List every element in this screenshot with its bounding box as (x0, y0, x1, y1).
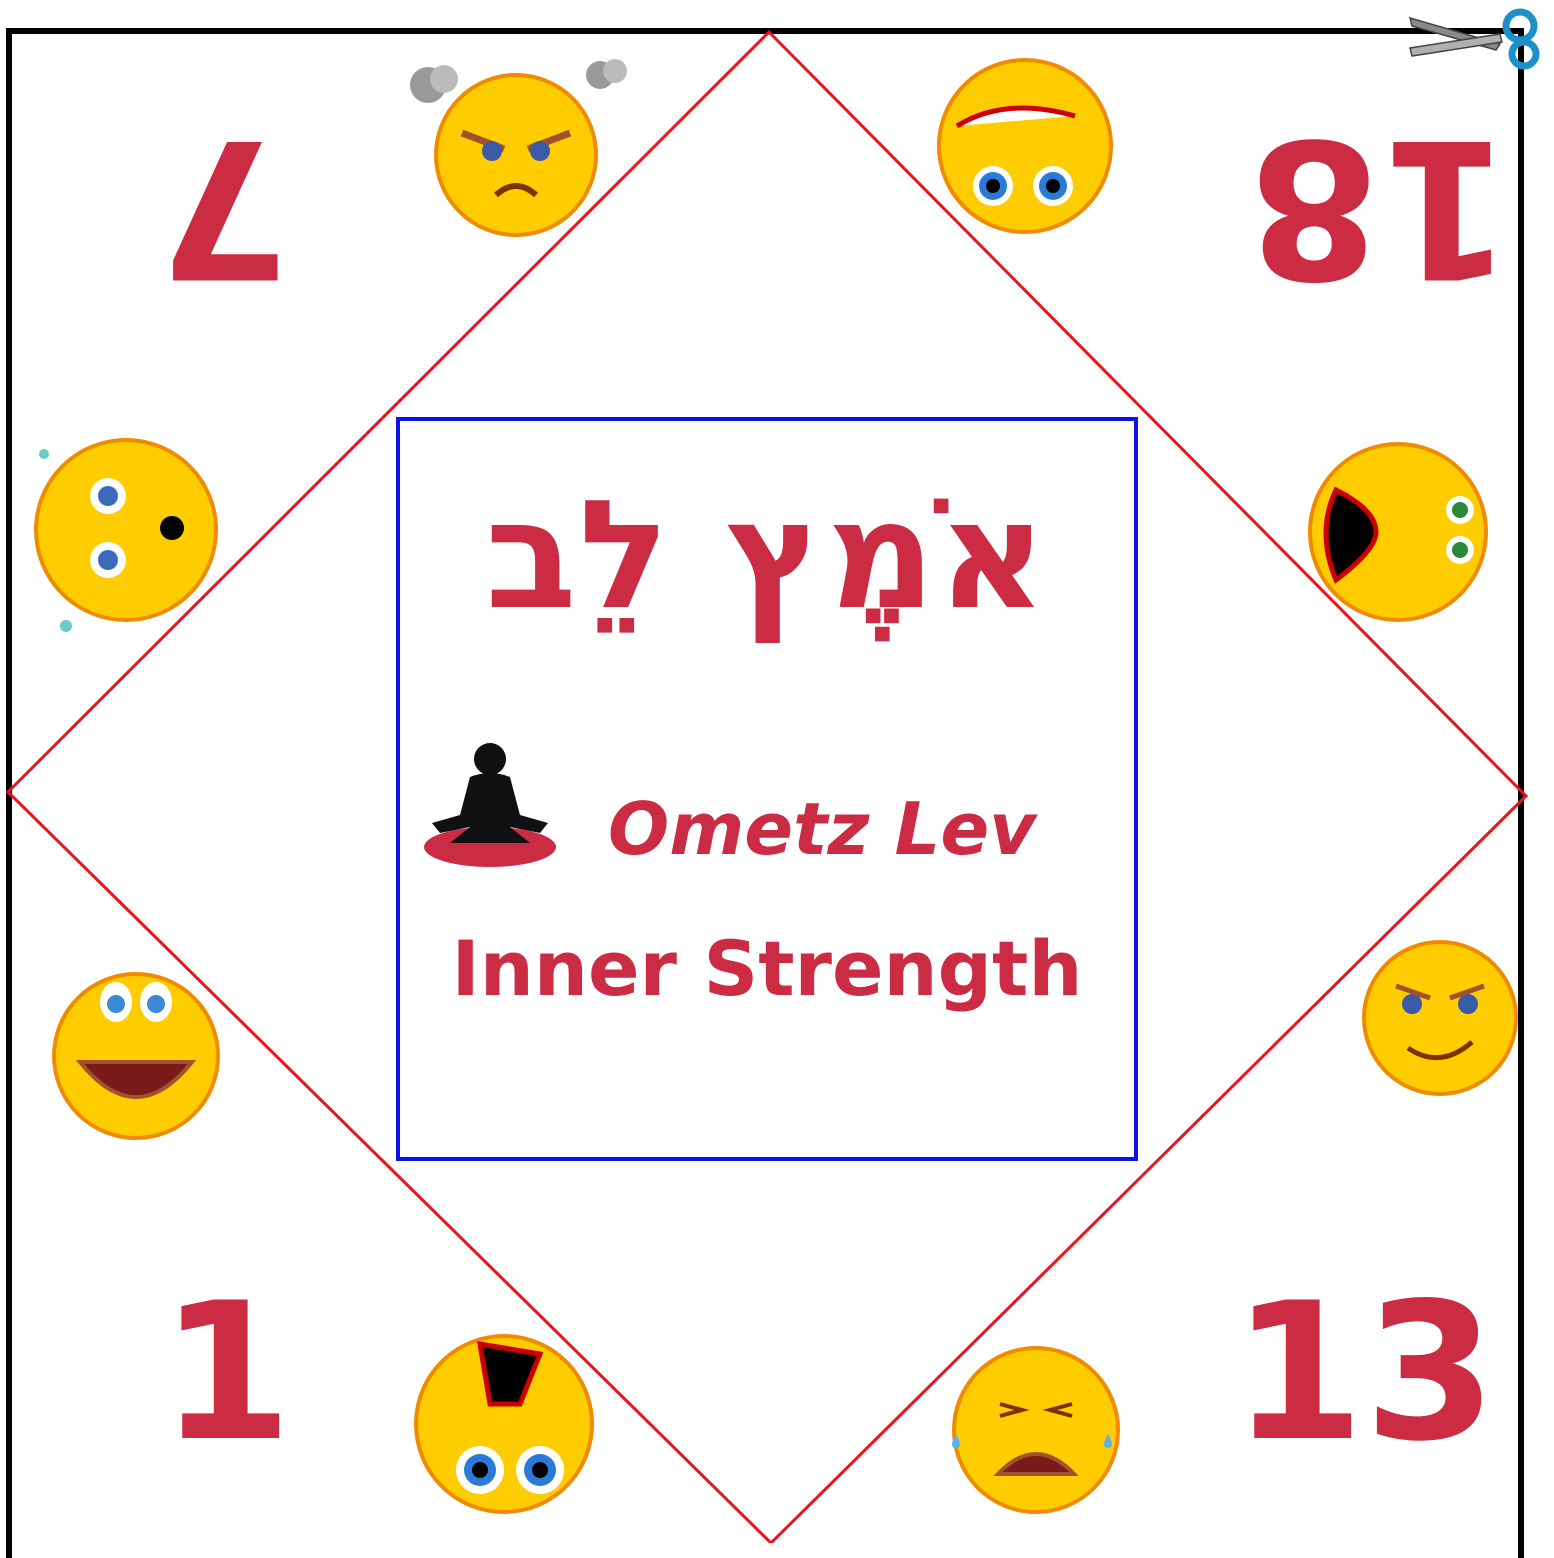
corner-number-top-right: 18 (1248, 97, 1513, 318)
transliteration: Ometz Lev (608, 787, 1037, 871)
laughing-face-icon (1306, 440, 1506, 624)
corner-number-top-left: 7 (158, 97, 291, 318)
surprised-face-icon (30, 436, 220, 636)
corner-number-bottom-right: 13 (1232, 1262, 1497, 1483)
grimace-face-icon (935, 56, 1117, 240)
meditation-icon (420, 739, 560, 871)
corner-number-bottom-left: 1 (160, 1262, 293, 1483)
happy-face-icon (50, 952, 222, 1142)
hebrew-title: אֹמֶץ לֵב (485, 469, 1049, 643)
center-panel (398, 419, 1136, 1159)
angry-face-icon (400, 55, 640, 250)
translation: Inner Strength (451, 924, 1083, 1013)
silly-face-icon (410, 1324, 600, 1543)
crying-face-icon (942, 1344, 1122, 1516)
scissors-icon (1408, 4, 1548, 74)
sly-face-icon (1360, 938, 1522, 1102)
